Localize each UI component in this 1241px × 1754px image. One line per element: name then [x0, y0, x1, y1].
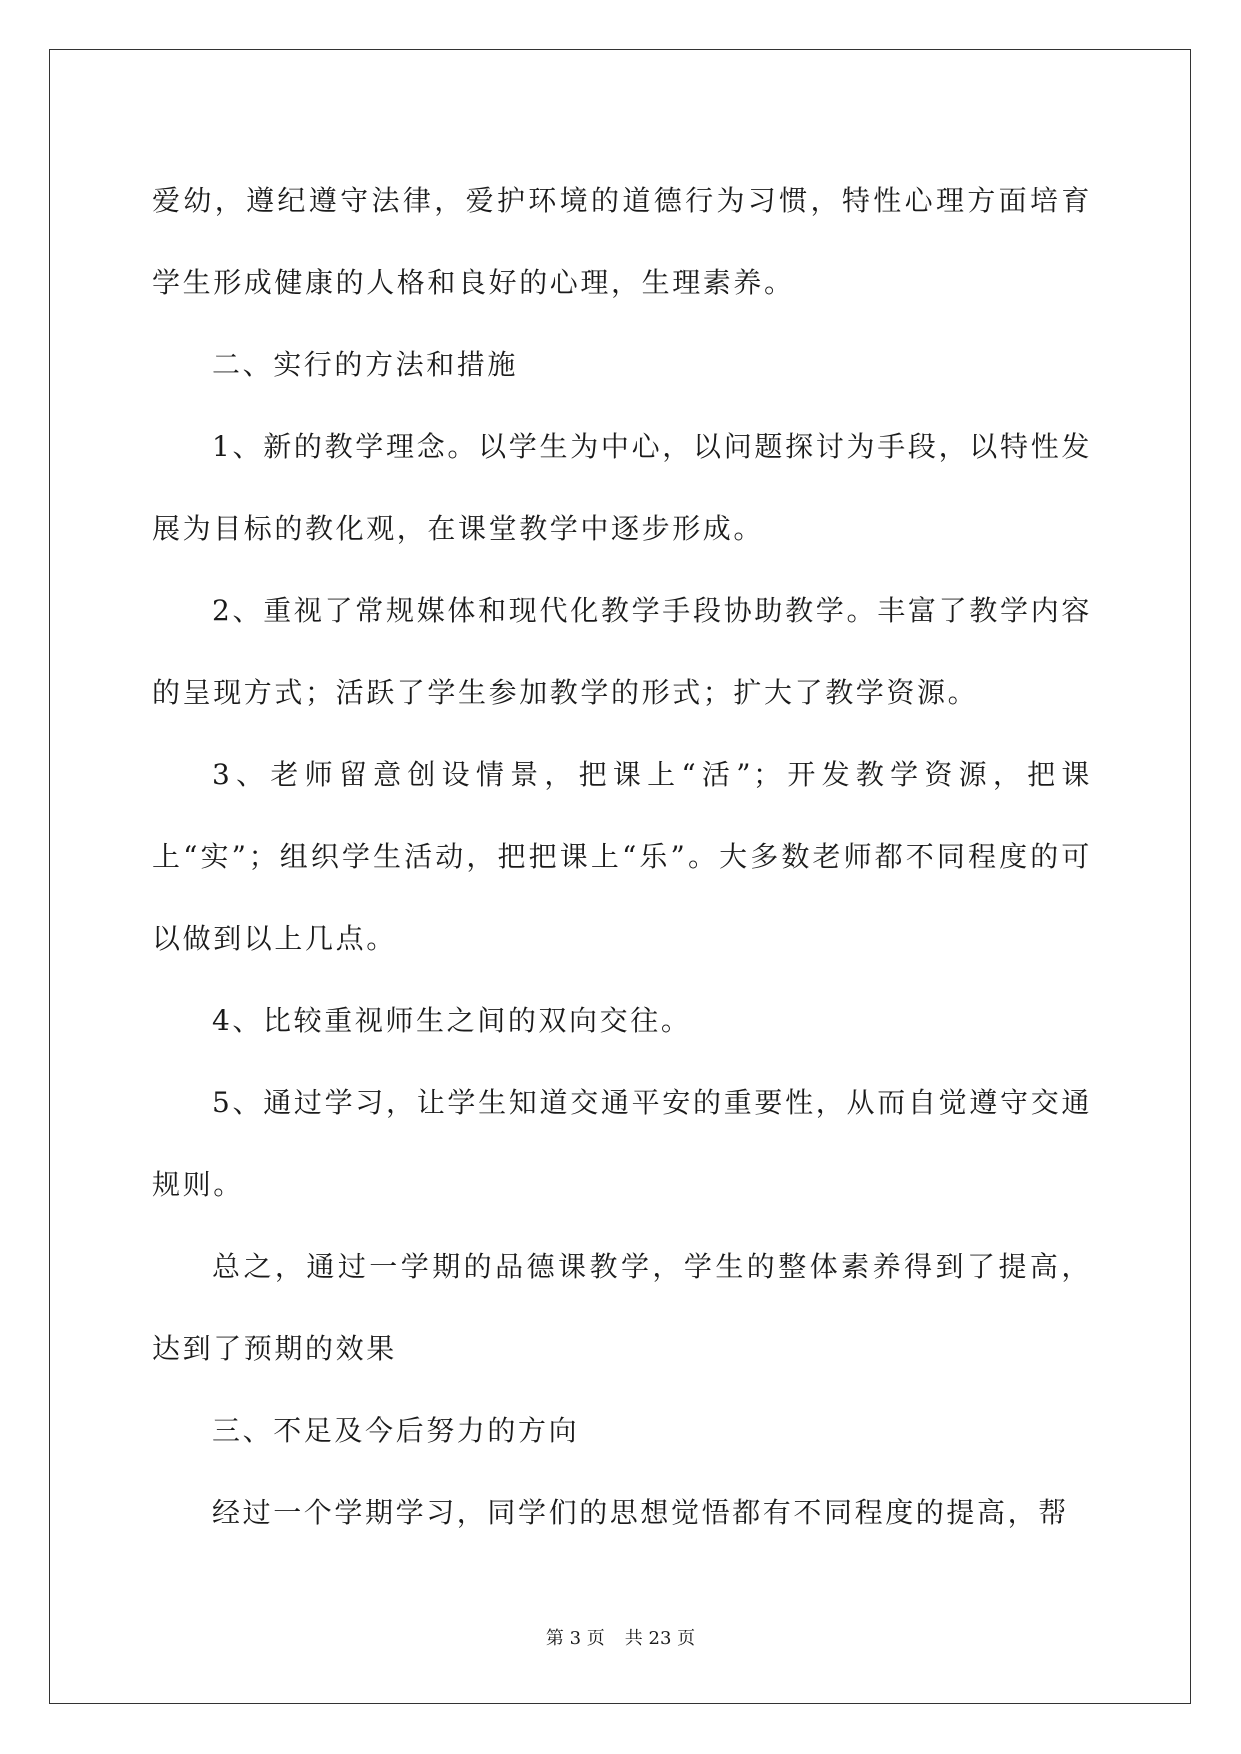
page-footer — [0, 1624, 1241, 1650]
section-heading-3: 三、不足及今后努力的方向 — [212, 1414, 580, 1447]
paragraph-item-4: 4、比较重视师生之间的双向交往。 — [212, 1004, 692, 1037]
section-heading-2: 二、实行的方法和措施 — [212, 348, 519, 381]
document-body — [152, 160, 1092, 1554]
paragraph-item-1: 1、新的教学理念。以学生为中心，以问题探讨为手段，以特性发展为目标的教化观，在课堂教学中逐步形成。 — [152, 430, 1092, 545]
paragraph-item-5: 5、通过学习，让学生知道交通平安的重要性，从而自觉遵守交通规则。 — [152, 1086, 1092, 1201]
paragraph-summary: 总之，通过一学期的品德课教学，学生的整体素养得到了提高，达到了预期的效果 — [152, 1250, 1092, 1365]
paragraph-item-3: 3、老师留意创设情景，把课上“活”；开发教学资源，把课上“实”；组织学生活动，把把课上“乐”。大多数老师都不同程度的可以做到以上几点。 — [152, 758, 1092, 955]
paragraph-continuation: 经过一个学期学习，同学们的思想觉悟都有不同程度的提高，帮 — [212, 1496, 1069, 1529]
paragraph-item-2: 2、重视了常规媒体和现代化教学手段协助教学。丰富了教学内容的呈现方式；活跃了学生参加教学的形式；扩大了教学资源。 — [152, 594, 1092, 709]
paragraph-1: 爱幼，遵纪遵守法律，爱护环境的道德行为习惯，特性心理方面培育学生形成健康的人格和良好的心理，生理素养。 — [152, 184, 1092, 299]
page-number: 第 3 页 — [545, 1628, 605, 1649]
page-total: 共 23 页 — [624, 1628, 696, 1649]
